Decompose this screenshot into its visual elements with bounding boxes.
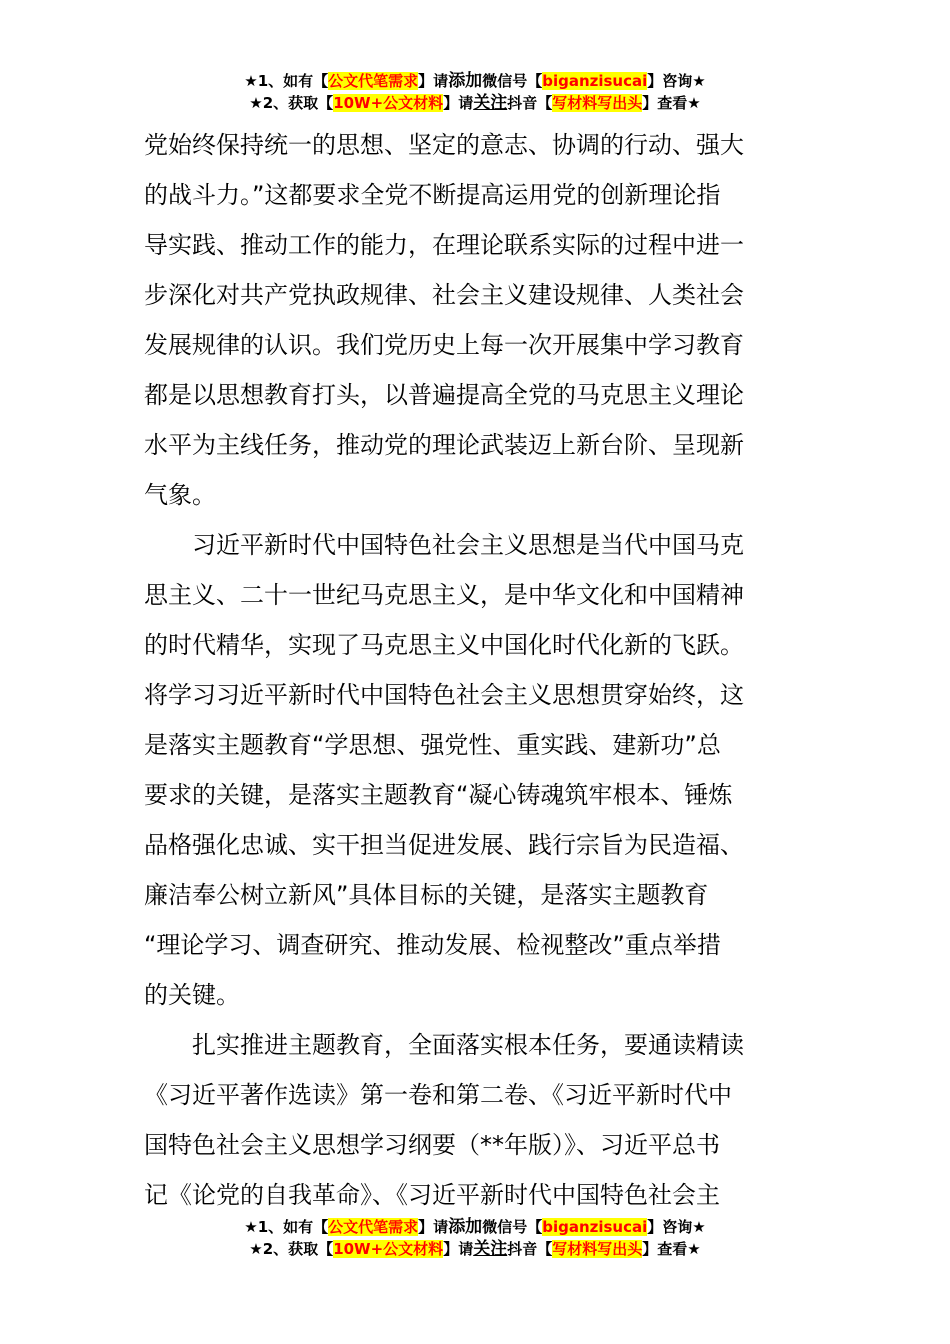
- banner-text: 】请: [443, 94, 474, 112]
- paragraph-first-line: 习近平新时代中国特色社会主义思想是当代中国马克: [192, 531, 744, 559]
- banner-text: 】请: [443, 1240, 474, 1258]
- document-body: [144, 120, 808, 1220]
- body-line: 的时代精华，实现了马克思主义中国化时代化新的飞跃。: [144, 631, 744, 659]
- body-line: 导实践、推动工作的能力，在理论联系实际的过程中进一: [144, 231, 744, 259]
- body-line: 是落实主题教育“学思想、强党性、重实践、建新功”总: [144, 731, 721, 759]
- banner-line-2: [0, 92, 950, 114]
- banner-text: 抖音【: [507, 94, 553, 112]
- highlight-materials: 10W+公文材料: [333, 1240, 444, 1258]
- body-line: 国特色社会主义思想学习纲要（**年版）》、习近平总书: [144, 1131, 720, 1159]
- body-line: 发展规律的认识。我们党历史上每一次开展集中学习教育: [144, 331, 744, 359]
- body-line: 要求的关键，是落实主题教育“凝心铸魂筑牢根本、锤炼: [144, 781, 733, 809]
- highlight-douyin-account: 写材料写出头: [552, 94, 643, 112]
- banner-text: ★1、如有【: [244, 72, 329, 90]
- banner-text: 微信号【: [482, 1218, 543, 1236]
- banner-text: ★1、如有【: [244, 1218, 329, 1236]
- paragraph-first-line: 扎实推进主题教育，全面落实根本任务，要通读精读: [192, 1031, 744, 1059]
- body-line: 将学习习近平新时代中国特色社会主义思想贯穿始终，这: [144, 681, 744, 709]
- body-line: 水平为主线任务，推动党的理论武装迈上新台阶、呈现新: [144, 431, 744, 459]
- body-line: 廉洁奉公树立新风”具体目标的关键，是落实主题教育: [144, 881, 709, 909]
- banner-text: 】请: [418, 1218, 449, 1236]
- highlight-wechat-id: biganzisucai: [542, 72, 648, 90]
- banner-text: 】咨询★: [647, 1218, 706, 1236]
- body-line: 气象。: [144, 481, 216, 509]
- body-line: 思主义、二十一世纪马克思主义，是中华文化和中国精神: [144, 581, 744, 609]
- banner-text: 】查看★: [642, 1240, 701, 1258]
- banner-text: 微信号【: [482, 72, 543, 90]
- banner-text: 】请: [418, 72, 449, 90]
- body-line: 品格强化忠诚、实干担当促进发展、践行宗旨为民造福、: [144, 831, 744, 859]
- highlight-service: 公文代笔需求: [328, 1218, 419, 1236]
- body-line: 都是以思想教育打头，以普遍提高全党的马克思主义理论: [144, 381, 744, 409]
- body-line: 党始终保持统一的思想、坚定的意志、协调的行动、强大: [144, 131, 744, 159]
- banner-text: ★2、获取【: [249, 94, 334, 112]
- banner-text: ★2、获取【: [249, 1240, 334, 1258]
- banner-emphasis: 关注: [473, 93, 508, 113]
- banner-text: 】咨询★: [647, 72, 706, 90]
- header-banner: [0, 70, 950, 114]
- banner-line-2: [0, 1238, 950, 1260]
- banner-text: 抖音【: [507, 1240, 553, 1258]
- body-line: 《习近平著作选读》第一卷和第二卷、《习近平新时代中: [144, 1081, 732, 1109]
- highlight-materials: 10W+公文材料: [333, 94, 444, 112]
- highlight-wechat-id: biganzisucai: [542, 1218, 648, 1236]
- highlight-service: 公文代笔需求: [328, 72, 419, 90]
- body-line: 的关键。: [144, 981, 240, 1009]
- banner-emphasis: 关注: [473, 1239, 508, 1259]
- banner-emphasis: 添加: [448, 71, 483, 91]
- body-line: “理论学习、调查研究、推动发展、检视整改”重点举措: [144, 931, 721, 959]
- banner-line-1: [0, 1216, 950, 1238]
- body-line: 的战斗力。”这都要求全党不断提高运用党的创新理论指: [144, 181, 721, 209]
- footer-banner: [0, 1216, 950, 1260]
- banner-emphasis: 添加: [448, 1217, 483, 1237]
- body-line: 步深化对共产党执政规律、社会主义建设规律、人类社会: [144, 281, 744, 309]
- banner-line-1: [0, 70, 950, 92]
- banner-text: 】查看★: [642, 94, 701, 112]
- highlight-douyin-account: 写材料写出头: [552, 1240, 643, 1258]
- body-line: 记《论党的自我革命》、《习近平新时代中国特色社会主: [144, 1181, 720, 1209]
